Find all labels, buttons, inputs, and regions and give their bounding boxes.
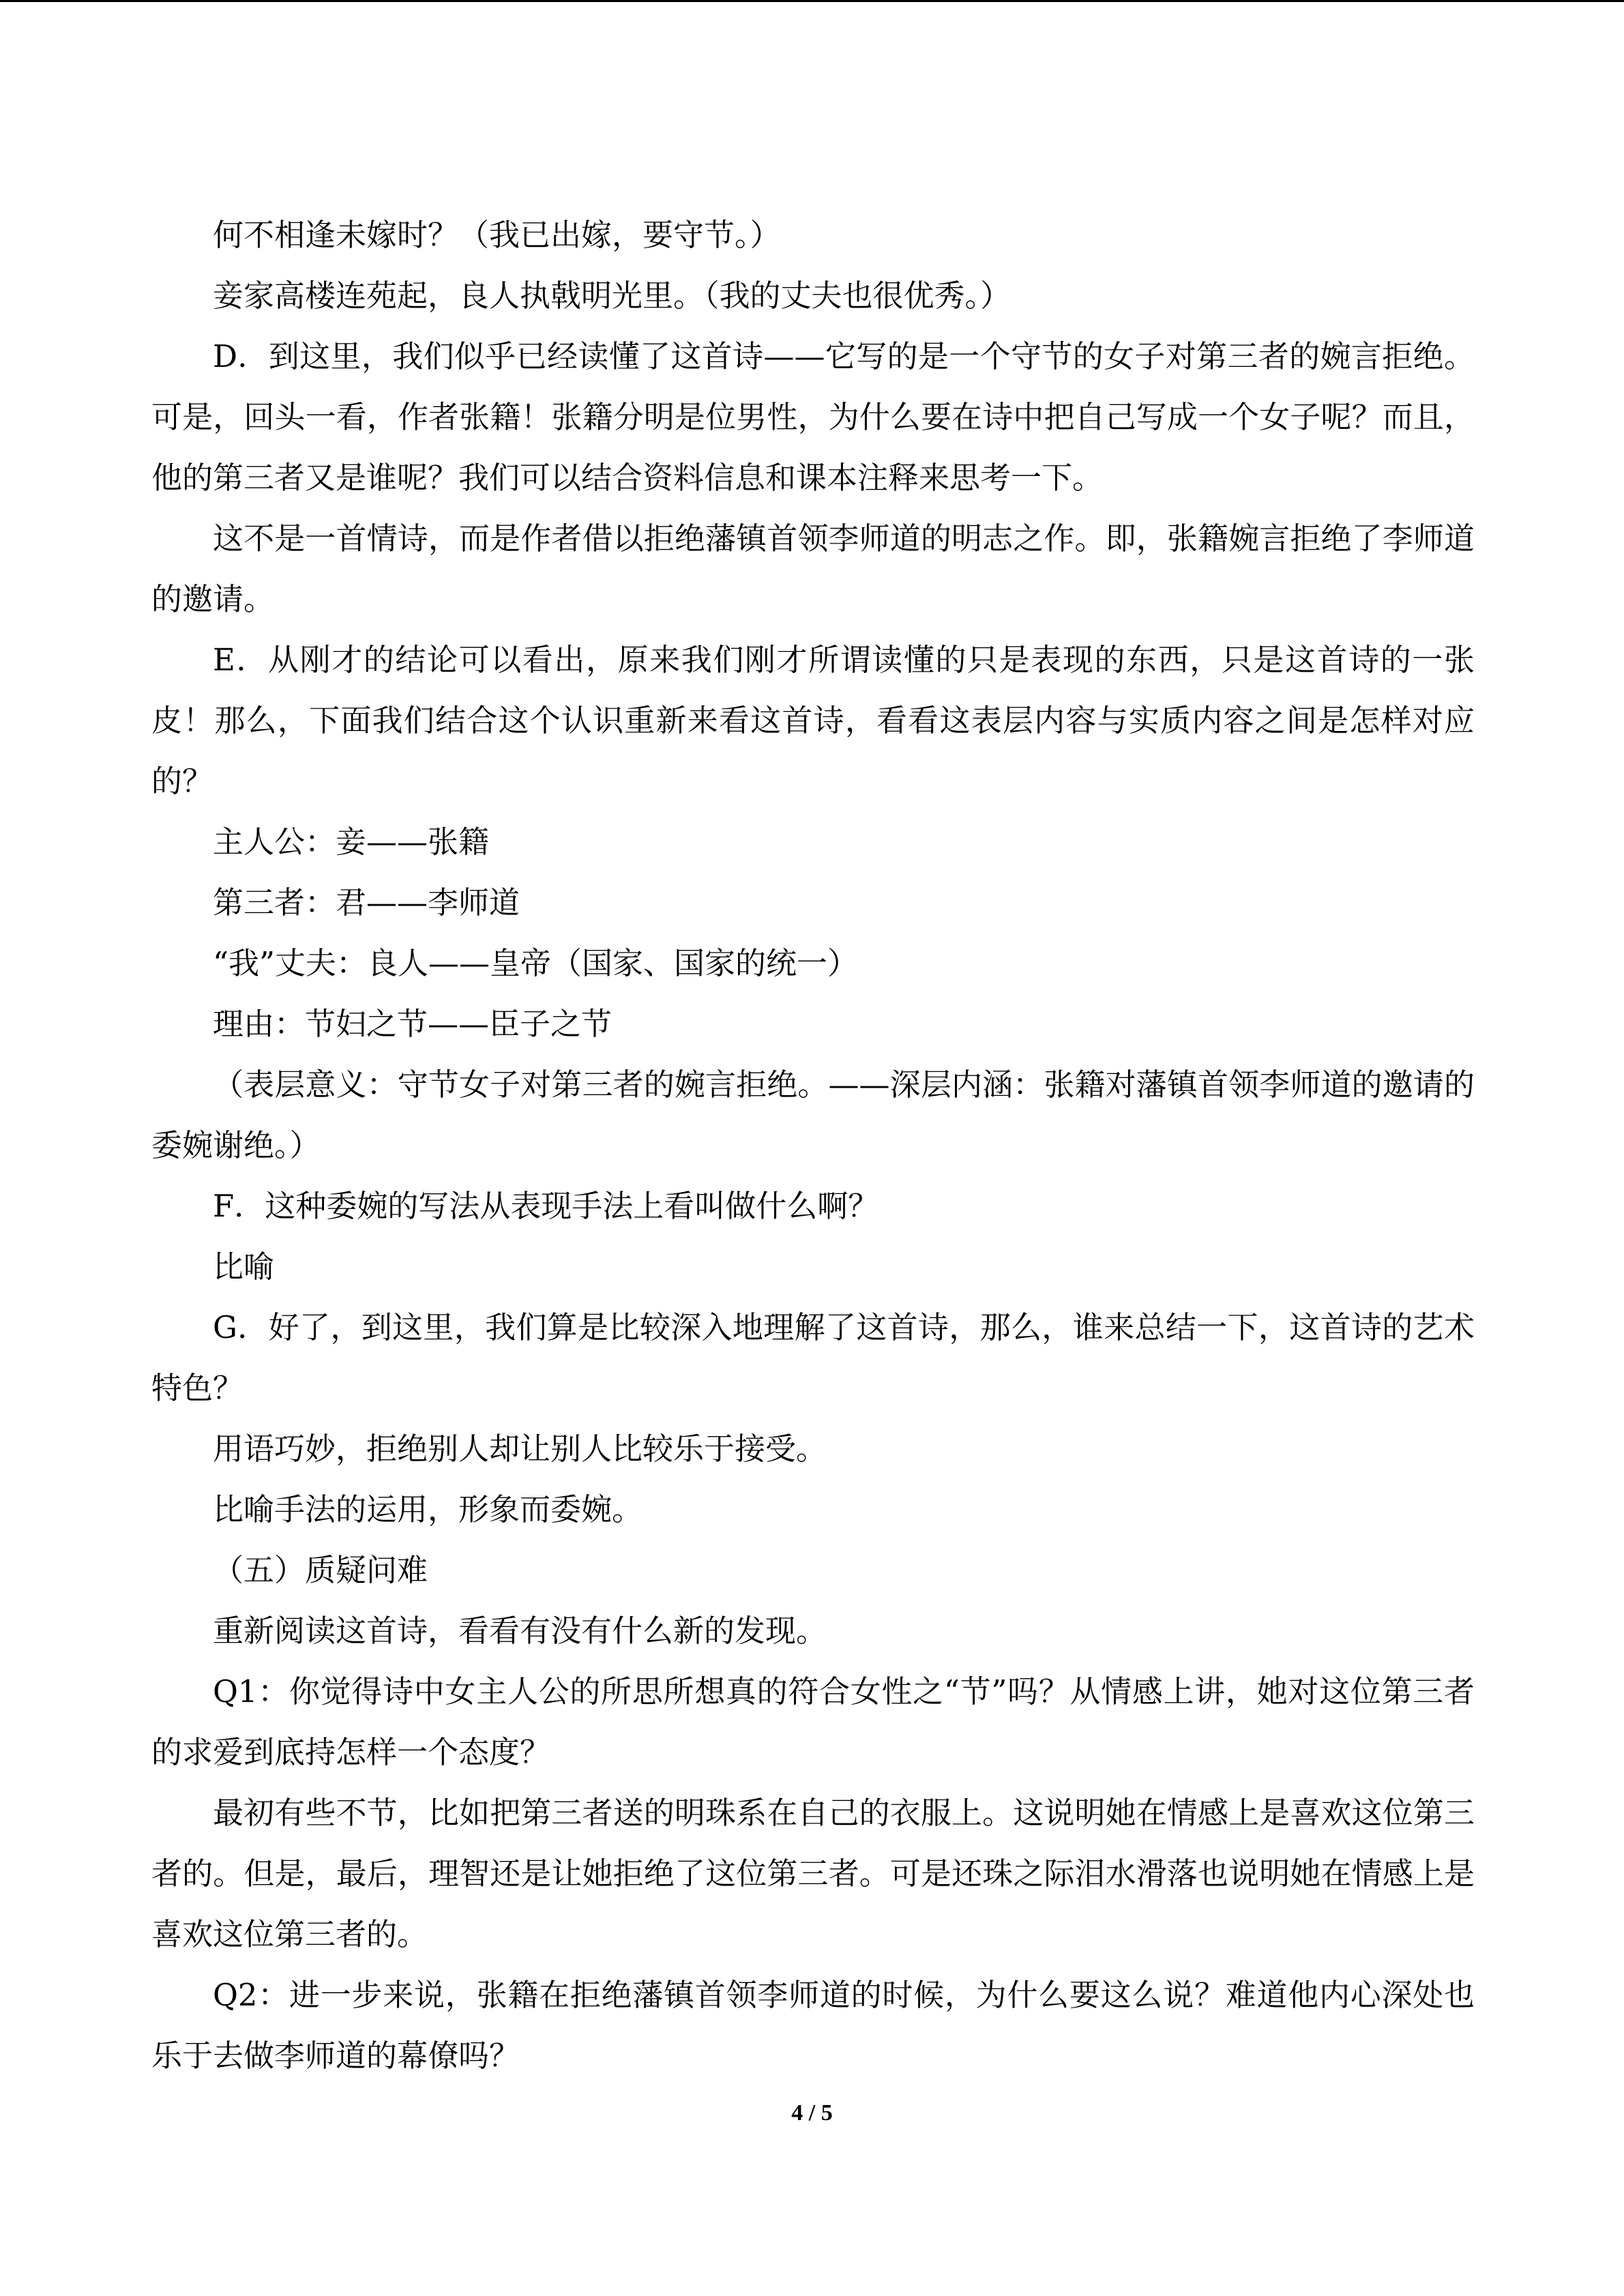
paragraph: 重新阅读这首诗，看看有没有什么新的发现。 (213, 1613, 827, 1649)
paragraph: D．到这里，我们似乎已经读懂了这首诗——它写的是一个守节的女子对第三者的婉言拒绝。可是，回头一看，作者张籍！张籍分明是位男性，为什么要在诗中把自己写成一个女子呢？而且，他的第三者又是谁呢？我们可以结合资料信息和课本注释来思考一下。 (151, 338, 1475, 496)
paragraph: 理由：节妇之节——臣子之节 (213, 1006, 612, 1042)
paragraph: （表层意义：守节女子对第三者的婉言拒绝。——深层内涵：张籍对藩镇首领李师道的邀请的委婉谢绝。） (151, 1067, 1475, 1163)
paragraph: 妾家高楼连苑起，良人执戟明光里。（我的丈夫也很优秀。） (213, 278, 1012, 314)
paragraph: F．这种委婉的写法从表现手法上看叫做什么啊？ (213, 1188, 879, 1224)
document-body (151, 205, 1475, 2086)
paragraph: Q2：进一步来说，张籍在拒绝藩镇首领李师道的时候，为什么要这么说？难道他内心深处也乐于去做李师道的幕僚吗？ (151, 1977, 1475, 2074)
paragraph: 这不是一首情诗，而是作者借以拒绝藩镇首领李师道的明志之作。即，张籍婉言拒绝了李师道的邀请。 (151, 520, 1475, 617)
paragraph: 比喻手法的运用，形象而委婉。 (213, 1491, 643, 1527)
paragraph: 比喻 (213, 1249, 275, 1285)
page-number: 4 / 5 (791, 2100, 833, 2126)
paragraph: G．好了，到这里，我们算是比较深入地理解了这首诗，那么，谁来总结一下，这首诗的艺术特色？ (151, 1309, 1475, 1406)
paragraph: 何不相逢未嫁时？（我已出嫁，要守节。） (213, 217, 781, 253)
section-heading: （五）质疑问难 (213, 1552, 428, 1588)
paragraph: 主人公：妾——张籍 (213, 824, 490, 860)
top-border-line (0, 0, 1624, 2)
paragraph: Q1：你觉得诗中女主人公的所思所想真的符合女性之“节”吗？从情感上讲，她对这位第三者的求爱到底持怎样一个态度？ (151, 1673, 1475, 1770)
paragraph: 最初有些不节，比如把第三者送的明珠系在自己的衣服上。这说明她在情感上是喜欢这位第三者的。但是，最后，理智还是让她拒绝了这位第三者。可是还珠之际泪水滑落也说明她在情感上是喜欢这位第三者的。 (151, 1795, 1475, 1952)
paragraph: 用语巧妙，拒绝别人却让别人比较乐于接受。 (213, 1431, 827, 1467)
paragraph: 第三者：君——李师道 (213, 884, 520, 921)
paragraph: “我”丈夫：良人——皇帝（国家、国家的统一） (213, 945, 859, 981)
paragraph: E．从刚才的结论可以看出，原来我们刚才所谓读懂的只是表现的东西，只是这首诗的一张皮！那么，下面我们结合这个认识重新来看这首诗，看看这表层内容与实质内容之间是怎样对应的？ (151, 642, 1475, 799)
